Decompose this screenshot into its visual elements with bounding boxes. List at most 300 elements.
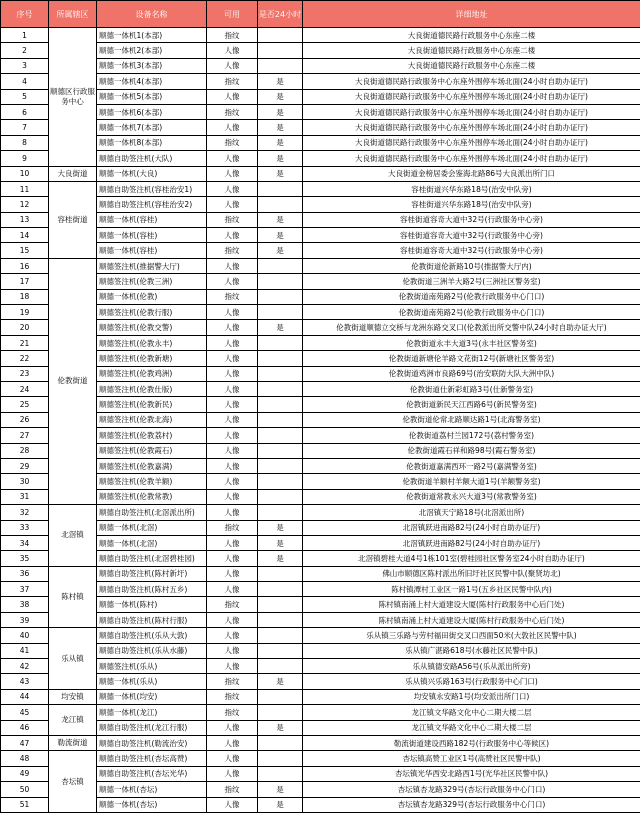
table-row xyxy=(1,74,640,89)
address-cell: 大良街道德民路行政服务中心东座外围停车场北面(24小时自助办证厅) xyxy=(303,120,640,135)
device-name-cell: 顺德自助签注机(北滘碧桂园) xyxy=(97,551,207,566)
available-cell: 指纹 xyxy=(207,689,258,704)
available-cell: 人像 xyxy=(207,535,258,550)
serial-cell: 50 xyxy=(1,782,49,797)
available-cell: 指纹 xyxy=(207,705,258,720)
serial-cell: 37 xyxy=(1,582,49,597)
address-cell: 伦教街道三洲羊大路2号(三洲社区警务室) xyxy=(303,274,640,289)
serial-cell: 23 xyxy=(1,366,49,381)
available-cell: 人像 xyxy=(207,397,258,412)
open-24h-cell xyxy=(258,735,303,750)
open-24h-cell: 是 xyxy=(258,320,303,335)
open-24h-cell: 是 xyxy=(258,797,303,812)
available-cell: 指纹 xyxy=(207,597,258,612)
open-24h-cell xyxy=(258,628,303,643)
open-24h-cell xyxy=(258,274,303,289)
serial-cell: 24 xyxy=(1,381,49,396)
open-24h-cell xyxy=(258,458,303,473)
serial-cell: 27 xyxy=(1,428,49,443)
open-24h-cell: 是 xyxy=(258,166,303,181)
serial-cell: 44 xyxy=(1,689,49,704)
device-name-cell: 顺德自助签注机(龙江行服) xyxy=(97,720,207,735)
serial-cell: 48 xyxy=(1,751,49,766)
available-cell: 指纹 xyxy=(207,104,258,119)
open-24h-cell: 是 xyxy=(258,228,303,243)
address-cell: 乐从镇三乐路与劳村福田街交叉口西面50米(大敦社区民警中队) xyxy=(303,628,640,643)
district-cell: 大良街道 xyxy=(49,166,97,181)
header-district: 所属辖区 xyxy=(49,1,97,28)
table-row xyxy=(1,628,640,643)
available-cell: 指纹 xyxy=(207,135,258,150)
available-cell: 指纹 xyxy=(207,74,258,89)
open-24h-cell: 是 xyxy=(258,212,303,227)
district-cell: 陈村镇 xyxy=(49,566,97,628)
available-cell: 人像 xyxy=(207,412,258,427)
table-row xyxy=(1,474,640,489)
address-cell: 陈村镇南涌上村大道建设大厦(陈村行政服务中心后门处) xyxy=(303,612,640,627)
available-cell: 人像 xyxy=(207,228,258,243)
address-cell: 大良街道德民路行政服务中心东座二楼 xyxy=(303,43,640,58)
address-cell: 伦教街道新塘伦羊路文花街12号(新塘社区警务室) xyxy=(303,351,640,366)
serial-cell: 4 xyxy=(1,74,49,89)
device-name-cell: 顺德自助签注机(杏坛光华) xyxy=(97,766,207,781)
address-cell: 伦教街道伦常北路顺达路1号(北海警务室) xyxy=(303,412,640,427)
open-24h-cell: 是 xyxy=(258,551,303,566)
available-cell: 人像 xyxy=(207,612,258,627)
table-row xyxy=(1,166,640,181)
open-24h-cell xyxy=(258,197,303,212)
serial-cell: 22 xyxy=(1,351,49,366)
available-cell: 人像 xyxy=(207,489,258,504)
serial-cell: 25 xyxy=(1,397,49,412)
table-row xyxy=(1,274,640,289)
open-24h-cell: 是 xyxy=(258,520,303,535)
table-row xyxy=(1,735,640,750)
device-name-cell: 顺德一体机(乐从) xyxy=(97,674,207,689)
table-row xyxy=(1,428,640,443)
district-cell: 杏坛镇 xyxy=(49,751,97,813)
serial-cell: 35 xyxy=(1,551,49,566)
table-row xyxy=(1,89,640,104)
open-24h-cell xyxy=(258,428,303,443)
device-name-cell: 顺德签注机(伦教荔村) xyxy=(97,428,207,443)
available-cell: 人像 xyxy=(207,659,258,674)
device-name-cell: 顺德一体机(杏坛) xyxy=(97,782,207,797)
device-name-cell: 顺德一体机(北滘) xyxy=(97,535,207,550)
table-row xyxy=(1,320,640,335)
device-name-cell: 顺德自助签注机(大队) xyxy=(97,151,207,166)
table-row xyxy=(1,720,640,735)
serial-cell: 6 xyxy=(1,104,49,119)
serial-cell: 34 xyxy=(1,535,49,550)
available-cell: 人像 xyxy=(207,582,258,597)
serial-cell: 47 xyxy=(1,735,49,750)
open-24h-cell: 是 xyxy=(258,104,303,119)
address-cell: 伦教街道鸡洲市良路69号(治安联防大队大洲中队) xyxy=(303,366,640,381)
table-row xyxy=(1,520,640,535)
serial-cell: 39 xyxy=(1,612,49,627)
device-name-cell: 顺德一体机4(本部) xyxy=(97,74,207,89)
device-name-cell: 顺德一体机(伦教) xyxy=(97,289,207,304)
device-name-cell: 顺德自助签注机(容桂治安1) xyxy=(97,181,207,196)
available-cell: 人像 xyxy=(207,197,258,212)
device-name-cell: 顺德签注机(伦教羊额) xyxy=(97,474,207,489)
open-24h-cell xyxy=(258,305,303,320)
table-row xyxy=(1,305,640,320)
device-name-cell: 顺德签注机(伦教鸡洲) xyxy=(97,366,207,381)
serial-cell: 28 xyxy=(1,443,49,458)
table-row xyxy=(1,643,640,658)
serial-cell: 26 xyxy=(1,412,49,427)
serial-cell: 30 xyxy=(1,474,49,489)
address-cell: 大良街道德民路行政服务中心东座外围停车场北面(24小时自助办证厅) xyxy=(303,104,640,119)
open-24h-cell xyxy=(258,412,303,427)
table-row xyxy=(1,412,640,427)
open-24h-cell xyxy=(258,397,303,412)
district-cell: 容桂街道 xyxy=(49,181,97,258)
address-cell: 杏坛镇杏龙路329号(杏坛行政服务中心门口) xyxy=(303,797,640,812)
table-row xyxy=(1,212,640,227)
device-name-cell: 顺德自助签注机(杏坛高赞) xyxy=(97,751,207,766)
open-24h-cell xyxy=(258,289,303,304)
available-cell: 人像 xyxy=(207,751,258,766)
open-24h-cell xyxy=(258,258,303,273)
serial-cell: 29 xyxy=(1,458,49,473)
address-cell: 龙江镇文华路文化中心二期大楼二层 xyxy=(303,720,640,735)
open-24h-cell xyxy=(258,705,303,720)
serial-cell: 43 xyxy=(1,674,49,689)
open-24h-cell xyxy=(258,43,303,58)
available-cell: 人像 xyxy=(207,151,258,166)
header-address: 详细地址 xyxy=(303,1,640,28)
address-cell: 龙江镇文华路文化中心二期大楼二层 xyxy=(303,705,640,720)
table-row xyxy=(1,28,640,43)
serial-cell: 8 xyxy=(1,135,49,150)
device-name-cell: 顺德一体机2(本部) xyxy=(97,43,207,58)
available-cell: 人像 xyxy=(207,120,258,135)
device-name-cell: 顺德一体机(容桂) xyxy=(97,228,207,243)
address-cell: 容桂街道兴华东路18号(治安中队旁) xyxy=(303,197,640,212)
header-available: 可用 xyxy=(207,1,258,28)
available-cell: 指纹 xyxy=(207,289,258,304)
available-cell: 指纹 xyxy=(207,520,258,535)
table-row xyxy=(1,689,640,704)
serial-cell: 45 xyxy=(1,705,49,720)
table-row xyxy=(1,135,640,150)
table-row xyxy=(1,751,640,766)
serial-cell: 42 xyxy=(1,659,49,674)
table-row xyxy=(1,335,640,350)
serial-cell: 32 xyxy=(1,505,49,520)
address-cell: 勒流街道建设西路182号(行政服务中心等候区) xyxy=(303,735,640,750)
available-cell: 人像 xyxy=(207,505,258,520)
address-cell: 伦教街道霞石祥和路98号(霞石警务室) xyxy=(303,443,640,458)
serial-cell: 17 xyxy=(1,274,49,289)
serial-cell: 12 xyxy=(1,197,49,212)
address-cell: 大良街道德民路行政服务中心东座外围停车场北面(24小时自助办证厅) xyxy=(303,135,640,150)
header-24h: 是否24小时 xyxy=(258,1,303,28)
open-24h-cell: 是 xyxy=(258,120,303,135)
device-name-cell: 顺德自助签注机(勒流治安) xyxy=(97,735,207,750)
device-name-cell: 顺德自助签注机(乐从水藤) xyxy=(97,643,207,658)
device-name-cell: 顺德签注机(伦教永丰) xyxy=(97,335,207,350)
available-cell: 人像 xyxy=(207,258,258,273)
district-cell: 龙江镇 xyxy=(49,705,97,736)
device-name-cell: 顺德签注机(伦教新民) xyxy=(97,397,207,412)
serial-cell: 20 xyxy=(1,320,49,335)
available-cell: 人像 xyxy=(207,43,258,58)
open-24h-cell: 是 xyxy=(258,720,303,735)
serial-cell: 15 xyxy=(1,243,49,258)
available-cell: 人像 xyxy=(207,566,258,581)
available-cell: 人像 xyxy=(207,720,258,735)
open-24h-cell xyxy=(258,58,303,73)
table-row xyxy=(1,243,640,258)
address-cell: 伦教街道新民天江西路6号(新民警务室) xyxy=(303,397,640,412)
serial-cell: 36 xyxy=(1,566,49,581)
available-cell: 人像 xyxy=(207,428,258,443)
table-row xyxy=(1,582,640,597)
table-row xyxy=(1,228,640,243)
open-24h-cell: 是 xyxy=(258,535,303,550)
header-device-name: 设备名称 xyxy=(97,1,207,28)
address-cell: 北滘镇跃进南路82号(24小时自助办证厅) xyxy=(303,520,640,535)
device-name-cell: 顺德自助签注机(陈村新圩) xyxy=(97,566,207,581)
device-name-cell: 顺德一体机(大良) xyxy=(97,166,207,181)
available-cell: 人像 xyxy=(207,628,258,643)
open-24h-cell: 是 xyxy=(258,74,303,89)
serial-cell: 11 xyxy=(1,181,49,196)
header-serial: 序号 xyxy=(1,1,49,28)
available-cell: 人像 xyxy=(207,735,258,750)
device-name-cell: 顺德一体机3(本部) xyxy=(97,58,207,73)
open-24h-cell xyxy=(258,366,303,381)
table-row xyxy=(1,43,640,58)
available-cell: 指纹 xyxy=(207,243,258,258)
open-24h-cell: 是 xyxy=(258,243,303,258)
address-cell: 伦教街道羊额村羊额大道1号(羊额警务室) xyxy=(303,474,640,489)
table-row xyxy=(1,566,640,581)
device-name-cell: 顺德自助签注机(容桂治安2) xyxy=(97,197,207,212)
table-row xyxy=(1,181,640,196)
serial-cell: 40 xyxy=(1,628,49,643)
address-cell: 伦教街道常教永兴大道3号(常教警务室) xyxy=(303,489,640,504)
address-cell: 伦教街道仕新彩虹路3号(仕新警务室) xyxy=(303,381,640,396)
address-cell: 大良街道金榜居委会鉴海北路86号大良派出所门口 xyxy=(303,166,640,181)
table-row xyxy=(1,151,640,166)
table-row xyxy=(1,674,640,689)
available-cell: 人像 xyxy=(207,305,258,320)
open-24h-cell: 是 xyxy=(258,674,303,689)
open-24h-cell xyxy=(258,381,303,396)
device-name-cell: 顺德自助签注机(陈村五乡) xyxy=(97,582,207,597)
serial-cell: 5 xyxy=(1,89,49,104)
device-name-cell: 顺德自助签注机(陈村行服) xyxy=(97,612,207,627)
device-name-cell: 顺德签注机(伦教交警) xyxy=(97,320,207,335)
serial-cell: 38 xyxy=(1,597,49,612)
available-cell: 指纹 xyxy=(207,28,258,43)
open-24h-cell xyxy=(258,766,303,781)
district-cell: 北滘镇 xyxy=(49,505,97,567)
open-24h-cell xyxy=(258,443,303,458)
available-cell: 人像 xyxy=(207,181,258,196)
open-24h-cell: 是 xyxy=(258,782,303,797)
table-row xyxy=(1,705,640,720)
open-24h-cell xyxy=(258,474,303,489)
open-24h-cell xyxy=(258,28,303,43)
serial-cell: 3 xyxy=(1,58,49,73)
available-cell: 人像 xyxy=(207,643,258,658)
address-cell: 北滘镇碧桂大道4号1栋101室(碧桂园社区警务室24小时自助办证厅) xyxy=(303,551,640,566)
address-cell: 伦教街道顺德立交桥与龙洲东路交叉口(伦教派出所交警中队24小时自助办证大厅) xyxy=(303,320,640,335)
device-name-cell: 顺德签注机(伦教行服) xyxy=(97,305,207,320)
table-row xyxy=(1,443,640,458)
open-24h-cell xyxy=(258,643,303,658)
serial-cell: 1 xyxy=(1,28,49,43)
available-cell: 指纹 xyxy=(207,782,258,797)
available-cell: 人像 xyxy=(207,551,258,566)
address-cell: 佛山市顺德区陈村派出所旧圩社区民警中队(聚贤坊北) xyxy=(303,566,640,581)
address-cell: 伦教街道荔村兰园172号(荔村警务室) xyxy=(303,428,640,443)
serial-cell: 2 xyxy=(1,43,49,58)
table-row xyxy=(1,58,640,73)
available-cell: 人像 xyxy=(207,474,258,489)
device-name-cell: 顺德一体机(北滘) xyxy=(97,520,207,535)
table-row xyxy=(1,258,640,273)
available-cell: 人像 xyxy=(207,366,258,381)
address-cell: 陈村镇潭村工业区一路1号(五乡社区民警中队内) xyxy=(303,582,640,597)
address-cell: 大良街道德民路行政服务中心东座外围停车场北面(24小时自助办证厅) xyxy=(303,151,640,166)
table-row xyxy=(1,797,640,812)
available-cell: 人像 xyxy=(207,766,258,781)
available-cell: 指纹 xyxy=(207,212,258,227)
address-cell: 大良街道德民路行政服务中心东座外围停车场北面(24小时自助办证厅) xyxy=(303,74,640,89)
serial-cell: 31 xyxy=(1,489,49,504)
table-row xyxy=(1,766,640,781)
address-cell: 伦教街道南苑路2号(伦教行政服务中心门口) xyxy=(303,289,640,304)
address-cell: 大良街道德民路行政服务中心东座二楼 xyxy=(303,28,640,43)
device-name-cell: 顺德一体机(均安) xyxy=(97,689,207,704)
device-name-cell: 顺德一体机(容桂) xyxy=(97,212,207,227)
open-24h-cell: 是 xyxy=(258,151,303,166)
available-cell: 人像 xyxy=(207,166,258,181)
device-name-cell: 顺德一体机8(本部) xyxy=(97,135,207,150)
table-row xyxy=(1,366,640,381)
table-row xyxy=(1,659,640,674)
table-row xyxy=(1,505,640,520)
available-cell: 人像 xyxy=(207,351,258,366)
address-cell: 伦教街道永丰大道3号(永丰社区警务室) xyxy=(303,335,640,350)
serial-cell: 19 xyxy=(1,305,49,320)
device-name-cell: 顺德一体机(容桂) xyxy=(97,243,207,258)
serial-cell: 41 xyxy=(1,643,49,658)
address-cell: 容桂街道兴华东路18号(治安中队旁) xyxy=(303,181,640,196)
district-cell: 乐从镇 xyxy=(49,628,97,690)
device-name-cell: 顺德签注机(伦教常教) xyxy=(97,489,207,504)
device-name-cell: 顺德签注机(乐从) xyxy=(97,659,207,674)
table-row xyxy=(1,489,640,504)
address-cell: 容桂街道容奇大道中32号(行政服务中心旁) xyxy=(303,228,640,243)
serial-cell: 51 xyxy=(1,797,49,812)
table-row xyxy=(1,104,640,119)
open-24h-cell xyxy=(258,597,303,612)
table-row xyxy=(1,458,640,473)
serial-cell: 33 xyxy=(1,520,49,535)
device-name-cell: 顺德一体机(龙江) xyxy=(97,705,207,720)
address-cell: 北滘镇跃进南路82号(24小时自助办证厅) xyxy=(303,535,640,550)
address-cell: 伦教街道嘉满西环一路2号(嘉满警务室) xyxy=(303,458,640,473)
serial-cell: 18 xyxy=(1,289,49,304)
table-row xyxy=(1,597,640,612)
table-row xyxy=(1,551,640,566)
device-name-cell: 顺德签注机(伦教北海) xyxy=(97,412,207,427)
device-name-cell: 顺德签注机(伦教嘉满) xyxy=(97,458,207,473)
open-24h-cell xyxy=(258,335,303,350)
district-cell: 均安镇 xyxy=(49,689,97,704)
device-name-cell: 顺德签注机(伦教仕版) xyxy=(97,381,207,396)
open-24h-cell xyxy=(258,751,303,766)
available-cell: 人像 xyxy=(207,335,258,350)
available-cell: 人像 xyxy=(207,274,258,289)
device-name-cell: 顺德签注机(伦教新塘) xyxy=(97,351,207,366)
table-row xyxy=(1,289,640,304)
table-row xyxy=(1,397,640,412)
address-cell: 北滘镇天宁路18号(北滘派出所) xyxy=(303,505,640,520)
available-cell: 人像 xyxy=(207,458,258,473)
available-cell: 人像 xyxy=(207,320,258,335)
device-name-cell: 顺德签注机(推据警大厅) xyxy=(97,258,207,273)
address-cell: 大良街道德民路行政服务中心东座二楼 xyxy=(303,58,640,73)
available-cell: 指纹 xyxy=(207,674,258,689)
open-24h-cell xyxy=(258,351,303,366)
serial-cell: 14 xyxy=(1,228,49,243)
open-24h-cell: 是 xyxy=(258,89,303,104)
device-name-cell: 顺德自助签注机(北滘派出所) xyxy=(97,505,207,520)
serial-cell: 49 xyxy=(1,766,49,781)
serial-cell: 10 xyxy=(1,166,49,181)
available-cell: 人像 xyxy=(207,58,258,73)
table-row xyxy=(1,782,640,797)
available-cell: 人像 xyxy=(207,797,258,812)
serial-cell: 46 xyxy=(1,720,49,735)
device-name-cell: 顺德一体机7(本部) xyxy=(97,120,207,135)
device-name-cell: 顺德签注机(伦教三洲) xyxy=(97,274,207,289)
serial-cell: 9 xyxy=(1,151,49,166)
table-row xyxy=(1,351,640,366)
table-row xyxy=(1,612,640,627)
open-24h-cell xyxy=(258,505,303,520)
address-cell: 陈村镇南涌上村大道建设大厦(陈村行政服务中心后门处) xyxy=(303,597,640,612)
table-row xyxy=(1,197,640,212)
device-name-cell: 顺德一体机6(本部) xyxy=(97,104,207,119)
address-cell: 杏坛镇高赞工业区1号(高赞社区民警中队) xyxy=(303,751,640,766)
address-cell: 伦教街道伦新路10号(推据警大厅内) xyxy=(303,258,640,273)
device-name-cell: 顺德一体机(杏坛) xyxy=(97,797,207,812)
table-row xyxy=(1,120,640,135)
open-24h-cell xyxy=(258,612,303,627)
address-cell: 大良街道德民路行政服务中心东座外围停车场北面(24小时自助办证厅) xyxy=(303,89,640,104)
serial-cell: 21 xyxy=(1,335,49,350)
address-cell: 均安镇永安路1号(均安派出所门口) xyxy=(303,689,640,704)
device-name-cell: 顺德一体机1(本部) xyxy=(97,28,207,43)
available-cell: 人像 xyxy=(207,381,258,396)
open-24h-cell xyxy=(258,489,303,504)
serial-cell: 7 xyxy=(1,120,49,135)
open-24h-cell xyxy=(258,566,303,581)
device-name-cell: 顺德一体机(陈村) xyxy=(97,597,207,612)
open-24h-cell xyxy=(258,659,303,674)
open-24h-cell xyxy=(258,181,303,196)
